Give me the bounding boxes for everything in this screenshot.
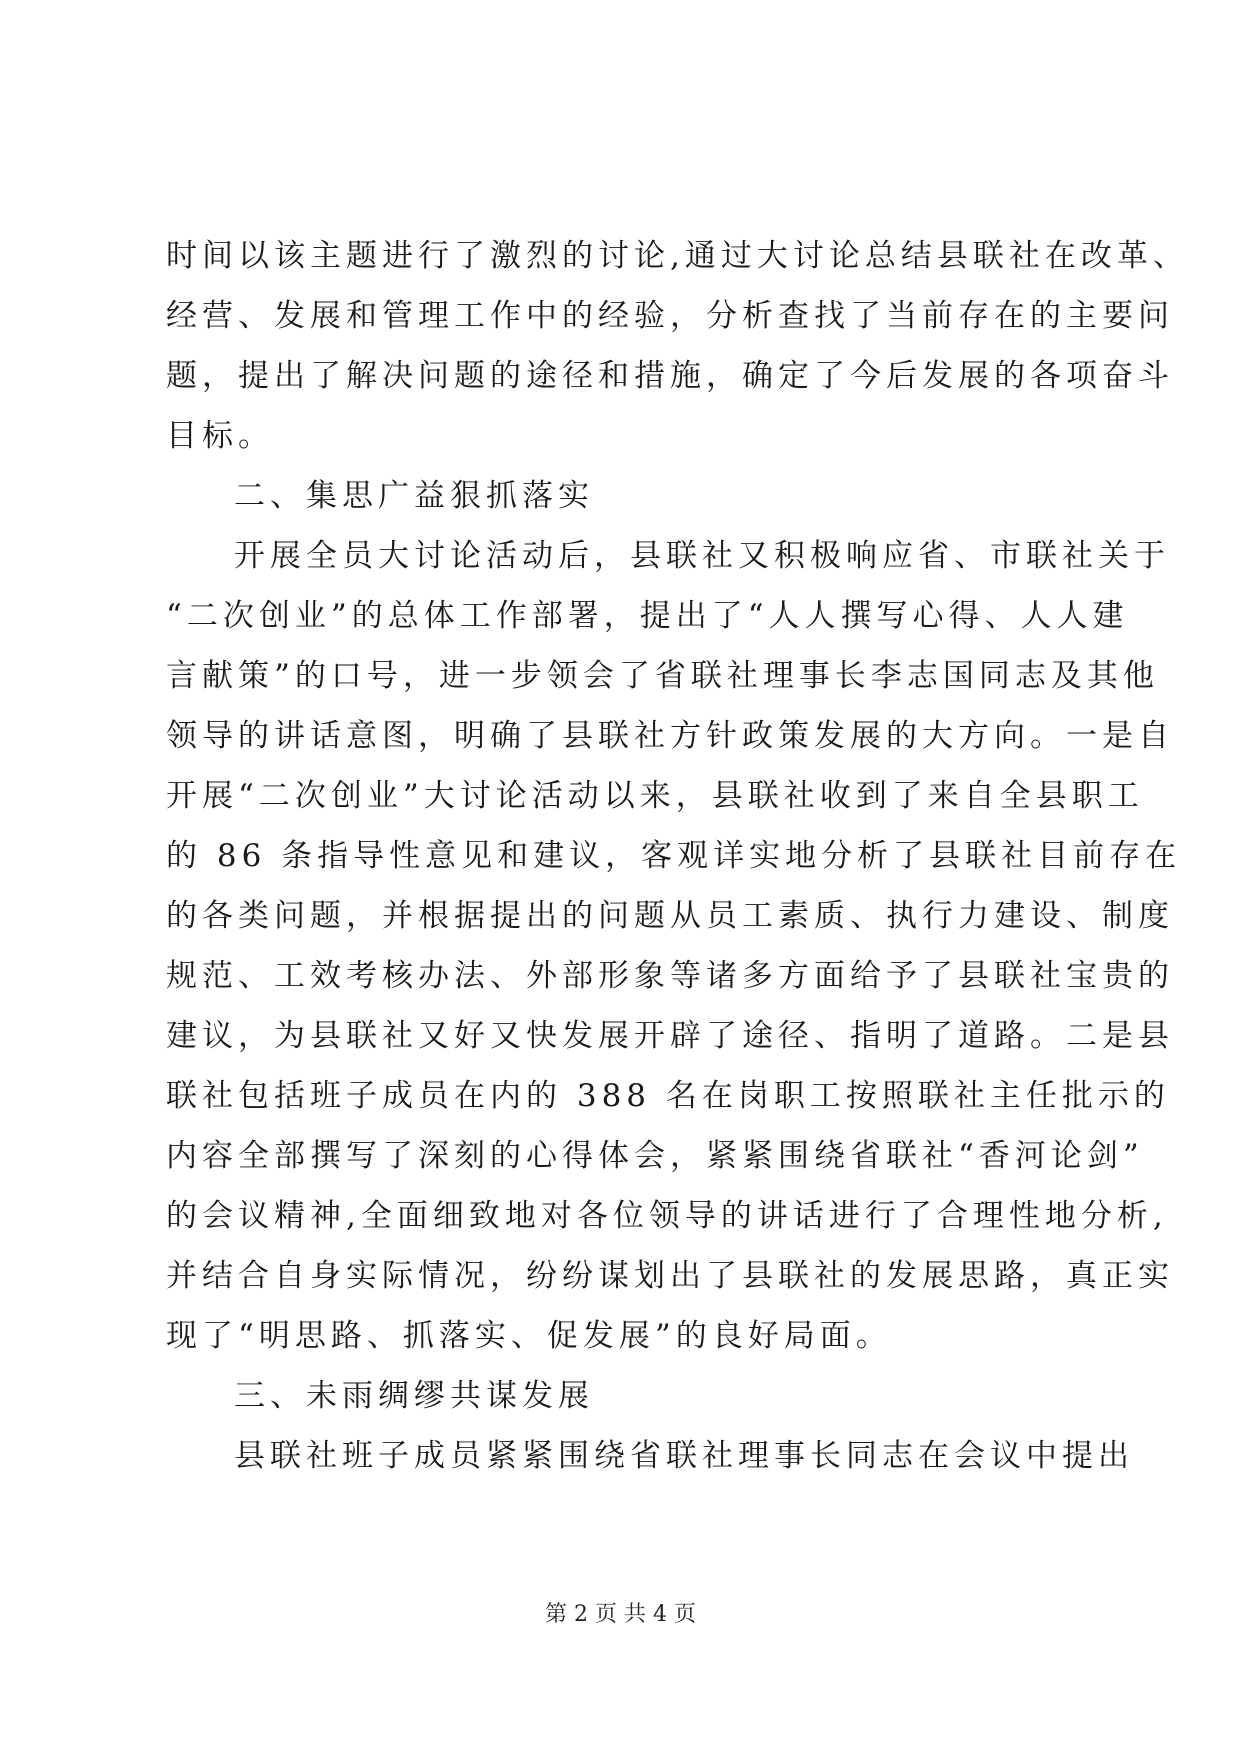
page-footer <box>0 1600 1241 1630</box>
text-line: 并结合自身实际情况，纷纷谋划出了县联社的发展思路，真正实 <box>166 1258 1174 1294</box>
text-line: 建议，为县联社又好又快发展开辟了途径、指明了道路。二是县 <box>166 1018 1174 1054</box>
text-line: 经营、发展和管理工作中的经验，分析查找了当前存在的主要问 <box>166 298 1174 334</box>
text-line: 的各类问题，并根据提出的问题从员工素质、执行力建设、制度 <box>166 898 1174 934</box>
text-line: 时间以该主题进行了激烈的讨论,通过大讨论总结县联社在改革、 <box>166 238 1189 274</box>
text-line: 现了“明思路、抓落实、促发展”的良好局面。 <box>166 1318 892 1354</box>
text-line: 题，提出了解决问题的途径和措施，确定了今后发展的各项奋斗 <box>166 358 1174 394</box>
text-line: 的 86 条指导性意见和建议，客观详实地分析了县联社目前存在 <box>166 838 1182 874</box>
text-line: 言献策”的口号，进一步领会了省联社理事长李志国同志及其他 <box>166 658 1159 694</box>
document-body <box>166 226 1189 1486</box>
text-line: 县联社班子成员紧紧围绕省联社理事长同志在会议中提出 <box>234 1438 1134 1474</box>
text-line: 领导的讲话意图，明确了县联社方针政策发展的大方向。一是自 <box>166 718 1174 754</box>
text-line: 联社包括班子成员在内的 388 名在岗职工按照联社主任批示的 <box>166 1078 1170 1114</box>
text-line: 开展“二次创业”大讨论活动以来，县联社收到了来自全县职工 <box>166 778 1144 814</box>
page-number-label: 第 2 页 共 4 页 <box>545 1602 696 1627</box>
text-line: 目标。 <box>166 418 274 454</box>
text-line: “二次创业”的总体工作部署，提出了“人人撰写心得、人人建 <box>166 598 1129 634</box>
text-line: 的会议精神,全面细致地对各位领导的讲话进行了合理性地分析, <box>166 1198 1168 1234</box>
text-line: 规范、工效考核办法、外部形象等诸多方面给予了县联社宝贵的 <box>166 958 1174 994</box>
text-line: 内容全部撰写了深刻的心得体会，紧紧围绕省联社“香河论剑” <box>166 1138 1144 1174</box>
section-heading: 二、集思广益狠抓落实 <box>234 478 594 514</box>
section-heading: 三、未雨绸缪共谋发展 <box>234 1378 594 1414</box>
text-line: 开展全员大讨论活动后，县联社又积极响应省、市联社关于 <box>234 538 1170 574</box>
